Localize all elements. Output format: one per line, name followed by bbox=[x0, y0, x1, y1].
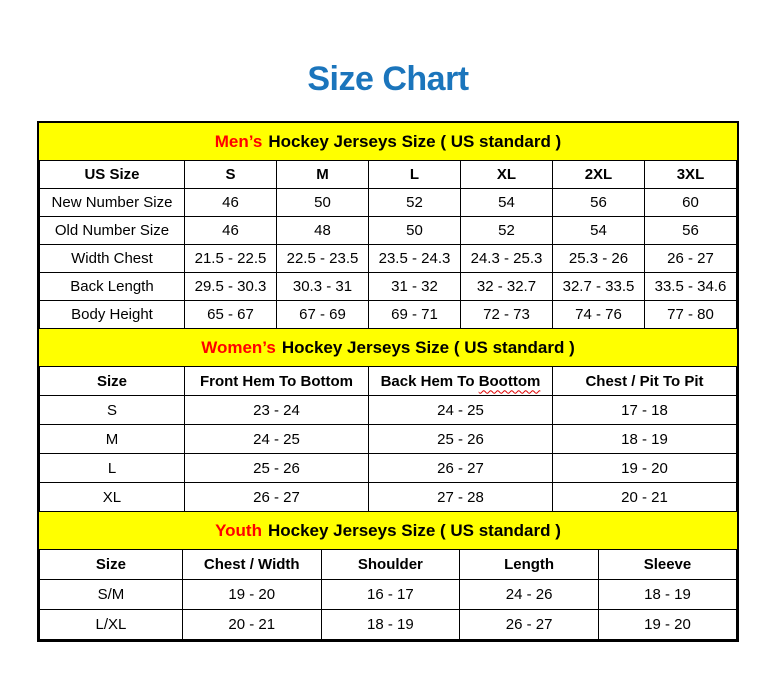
value-cell: 56 bbox=[644, 217, 736, 245]
value-cell: 74 - 76 bbox=[552, 301, 644, 329]
column-header-text: Back Hem To bbox=[380, 372, 479, 390]
value-cell: 29.5 - 30.3 bbox=[184, 273, 276, 301]
misspelled-word: Boottom bbox=[478, 372, 541, 390]
value-cell: 25 - 26 bbox=[184, 454, 368, 483]
value-cell: 52 bbox=[460, 217, 552, 245]
value-cell: 23.5 - 24.3 bbox=[368, 245, 460, 273]
value-cell: 24 - 25 bbox=[368, 396, 552, 425]
youth-header-row bbox=[40, 550, 737, 580]
value-cell: 18 - 19 bbox=[552, 425, 736, 454]
table-row bbox=[40, 425, 737, 454]
value-cell: 46 bbox=[184, 217, 276, 245]
value-cell: 18 - 19 bbox=[598, 580, 736, 610]
youth-section-header bbox=[39, 512, 737, 549]
value-cell: 56 bbox=[552, 189, 644, 217]
youth-section-header-text: Hockey Jerseys Size ( US standard ) bbox=[267, 520, 561, 540]
value-cell: 23 - 24 bbox=[184, 396, 368, 425]
value-cell: 32.7 - 33.5 bbox=[552, 273, 644, 301]
value-cell: 16 - 17 bbox=[321, 580, 460, 610]
value-cell: 48 bbox=[276, 217, 368, 245]
value-cell: 24 - 25 bbox=[184, 425, 368, 454]
value-cell: 20 - 21 bbox=[552, 483, 736, 512]
youth-size-table bbox=[39, 549, 737, 640]
column-header-cell: Shoulder bbox=[321, 550, 460, 580]
value-cell: 25.3 - 26 bbox=[552, 245, 644, 273]
column-header-cell: Sleeve bbox=[598, 550, 736, 580]
column-header-cell: XL bbox=[460, 161, 552, 189]
table-row bbox=[40, 301, 737, 329]
value-cell: 26 - 27 bbox=[184, 483, 368, 512]
value-cell: 20 - 21 bbox=[182, 610, 321, 640]
womens-section-header-highlight: Women’s bbox=[201, 337, 276, 357]
column-header-cell: Length bbox=[460, 550, 599, 580]
value-cell: 25 - 26 bbox=[368, 425, 552, 454]
row-label-cell: S bbox=[40, 396, 185, 425]
column-header-cell: Chest / Width bbox=[182, 550, 321, 580]
column-header-cell: S bbox=[184, 161, 276, 189]
value-cell: 24.3 - 25.3 bbox=[460, 245, 552, 273]
value-cell: 33.5 - 34.6 bbox=[644, 273, 736, 301]
page-title: Size Chart bbox=[307, 60, 469, 98]
value-cell: 21.5 - 22.5 bbox=[184, 245, 276, 273]
value-cell: 30.3 - 31 bbox=[276, 273, 368, 301]
value-cell: 46 bbox=[184, 189, 276, 217]
value-cell: 26 - 27 bbox=[460, 610, 599, 640]
value-cell: 18 - 19 bbox=[321, 610, 460, 640]
mens-header-row bbox=[40, 161, 737, 189]
column-header-cell: Front Hem To Bottom bbox=[184, 367, 368, 396]
table-row bbox=[40, 273, 737, 301]
row-label-cell: Body Height bbox=[40, 301, 185, 329]
value-cell: 50 bbox=[276, 189, 368, 217]
value-cell: 26 - 27 bbox=[368, 454, 552, 483]
value-cell: 22.5 - 23.5 bbox=[276, 245, 368, 273]
table-row bbox=[40, 396, 737, 425]
row-label-cell: Old Number Size bbox=[40, 217, 185, 245]
womens-header-row bbox=[40, 367, 737, 396]
value-cell: 54 bbox=[460, 189, 552, 217]
row-label-cell: S/M bbox=[40, 580, 183, 610]
womens-section-header bbox=[39, 329, 737, 366]
value-cell: 19 - 20 bbox=[598, 610, 736, 640]
column-header-cell: M bbox=[276, 161, 368, 189]
column-header-cell: Size bbox=[40, 367, 185, 396]
mens-size-table bbox=[39, 160, 737, 329]
value-cell: 27 - 28 bbox=[368, 483, 552, 512]
row-label-cell: XL bbox=[40, 483, 185, 512]
row-label-cell: Width Chest bbox=[40, 245, 185, 273]
column-header-cell: 2XL bbox=[552, 161, 644, 189]
value-cell: 32 - 32.7 bbox=[460, 273, 552, 301]
value-cell: 54 bbox=[552, 217, 644, 245]
table-row bbox=[40, 610, 737, 640]
column-header-cell: L bbox=[368, 161, 460, 189]
value-cell: 72 - 73 bbox=[460, 301, 552, 329]
youth-section-header-highlight: Youth bbox=[215, 520, 262, 540]
value-cell: 19 - 20 bbox=[182, 580, 321, 610]
mens-section-header-text: Hockey Jerseys Size ( US standard ) bbox=[268, 131, 562, 151]
column-header-cell: Size bbox=[40, 550, 183, 580]
value-cell: 19 - 20 bbox=[552, 454, 736, 483]
table-row bbox=[40, 580, 737, 610]
value-cell: 77 - 80 bbox=[644, 301, 736, 329]
table-row bbox=[40, 245, 737, 273]
table-row bbox=[40, 454, 737, 483]
column-header-cell: US Size bbox=[40, 161, 185, 189]
value-cell: 50 bbox=[368, 217, 460, 245]
column-header-cell: 3XL bbox=[644, 161, 736, 189]
value-cell: 31 - 32 bbox=[368, 273, 460, 301]
row-label-cell: L/XL bbox=[40, 610, 183, 640]
table-row bbox=[40, 483, 737, 512]
value-cell: 65 - 67 bbox=[184, 301, 276, 329]
row-label-cell: M bbox=[40, 425, 185, 454]
value-cell: 67 - 69 bbox=[276, 301, 368, 329]
value-cell: 26 - 27 bbox=[644, 245, 736, 273]
value-cell: 17 - 18 bbox=[552, 396, 736, 425]
row-label-cell: New Number Size bbox=[40, 189, 185, 217]
value-cell: 24 - 26 bbox=[460, 580, 599, 610]
value-cell: 52 bbox=[368, 189, 460, 217]
row-label-cell: Back Length bbox=[40, 273, 185, 301]
table-row bbox=[40, 217, 737, 245]
column-header-cell bbox=[368, 367, 552, 396]
size-chart bbox=[37, 121, 739, 642]
value-cell: 69 - 71 bbox=[368, 301, 460, 329]
table-row bbox=[40, 189, 737, 217]
womens-section-header-text: Hockey Jerseys Size ( US standard ) bbox=[281, 337, 575, 357]
mens-section-header bbox=[39, 123, 737, 160]
row-label-cell: L bbox=[40, 454, 185, 483]
womens-size-table bbox=[39, 366, 737, 512]
mens-section-header-highlight: Men’s bbox=[214, 131, 263, 151]
value-cell: 60 bbox=[644, 189, 736, 217]
column-header-cell: Chest / Pit To Pit bbox=[552, 367, 736, 396]
